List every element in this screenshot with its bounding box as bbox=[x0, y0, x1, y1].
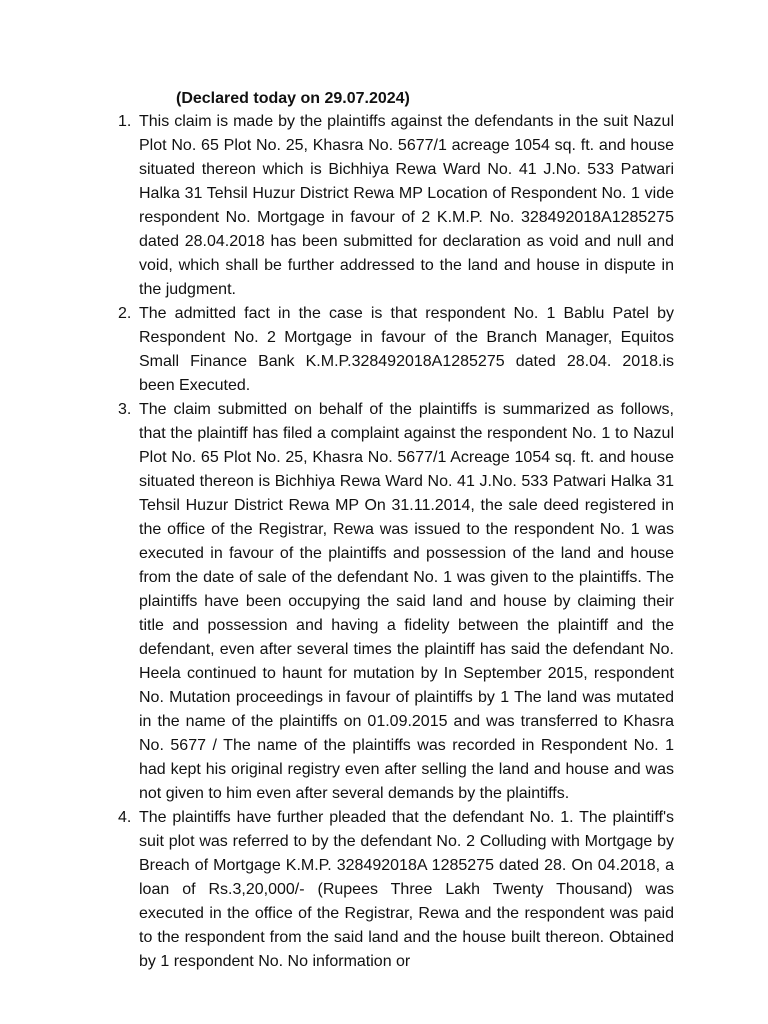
paragraph-text: The claim submitted on behalf of the plaintiffs is summarized as follows, that the plaintiff has filed a complaint against the respondent No. 1 to Nazul Plot No. 65 Plot No. 25, Khasra No. 5677/1 Acreage 1054 sq. ft. and house situated thereon is Bichhiya Rewa Ward No. 41 J.No. 533 Patwari Halka 31 Tehsil Huzur District Rewa MP On 31.11.2014, the sale deed registered in the office of the Registrar, Rewa was issued to the respondent No. 1 was executed in favour of the plaintiffs and possession of the land and house from the date of sale of the defendant No. 1 was given to the plaintiffs. The plaintiffs have been occupying the said land and house by claiming their title and possession and having a fidelity between the plaintiff and the defendant, even after several times the plaintiff has said the defendant No. Heela continued to haunt for mutation by In September 2015, respondent No. Mutation proceedings in favour of plaintiffs by 1 The land was mutated in the name of the plaintiffs on 01.09.2015 and was transferred to Khasra No. 5677 / The name of the plaintiffs was recorded in Respondent No. 1 had kept his original registry even after selling the land and house and was not given to him even after several demands by the plaintiffs. bbox=[139, 401, 674, 802]
paragraph-number: 1. bbox=[118, 113, 132, 130]
list-item bbox=[118, 302, 674, 398]
numbered-paragraph-list bbox=[118, 110, 674, 974]
paragraph-number: 2. bbox=[118, 305, 132, 322]
paragraph-number: 3. bbox=[118, 401, 132, 418]
judgment-date-heading: (Declared today on 29.07.2024) bbox=[176, 90, 410, 107]
list-item bbox=[118, 806, 674, 974]
paragraph-text: The admitted fact in the case is that respondent No. 1 Bablu Patel by Respondent No. 2 Mortgage in favour of the Branch Manager, Equitos Small Finance Bank K.M.P.328492018A1285275 dated 28.04. 2018.is been Executed. bbox=[139, 305, 674, 394]
paragraph-number: 4. bbox=[118, 809, 132, 826]
list-item bbox=[118, 398, 674, 806]
list-item bbox=[118, 110, 674, 302]
paragraph-text: This claim is made by the plaintiffs against the defendants in the suit Nazul Plot No. 65 Plot No. 25, Khasra No. 5677/1 acreage 1054 sq. ft. and house situated thereon which is Bichhiya Rewa Ward No. 41 J.No. 533 Patwari Halka 31 Tehsil Huzur District Rewa MP Location of Respondent No. 1 vide respondent No. Mortgage in favour of 2 K.M.P. No. 328492018A1285275 dated 28.04.2018 has been submitted for declaration as void and null and void, which shall be further addressed to the land and house in dispute in the judgment. bbox=[139, 113, 674, 298]
paragraph-text: The plaintiffs have further pleaded that the defendant No. 1. The plaintiff's suit plot was referred to by the defendant No. 2 Colluding with Mortgage by Breach of Mortgage K.M.P. 328492018A 1285275 dated 28. On 04.2018, a loan of Rs.3,20,000/- (Rupees Three Lakh Twenty Thousand) was executed in the office of the Registrar, Rewa and the respondent was paid to the respondent from the said land and the house built thereon. Obtained by 1 respondent No. No information or bbox=[139, 809, 674, 970]
